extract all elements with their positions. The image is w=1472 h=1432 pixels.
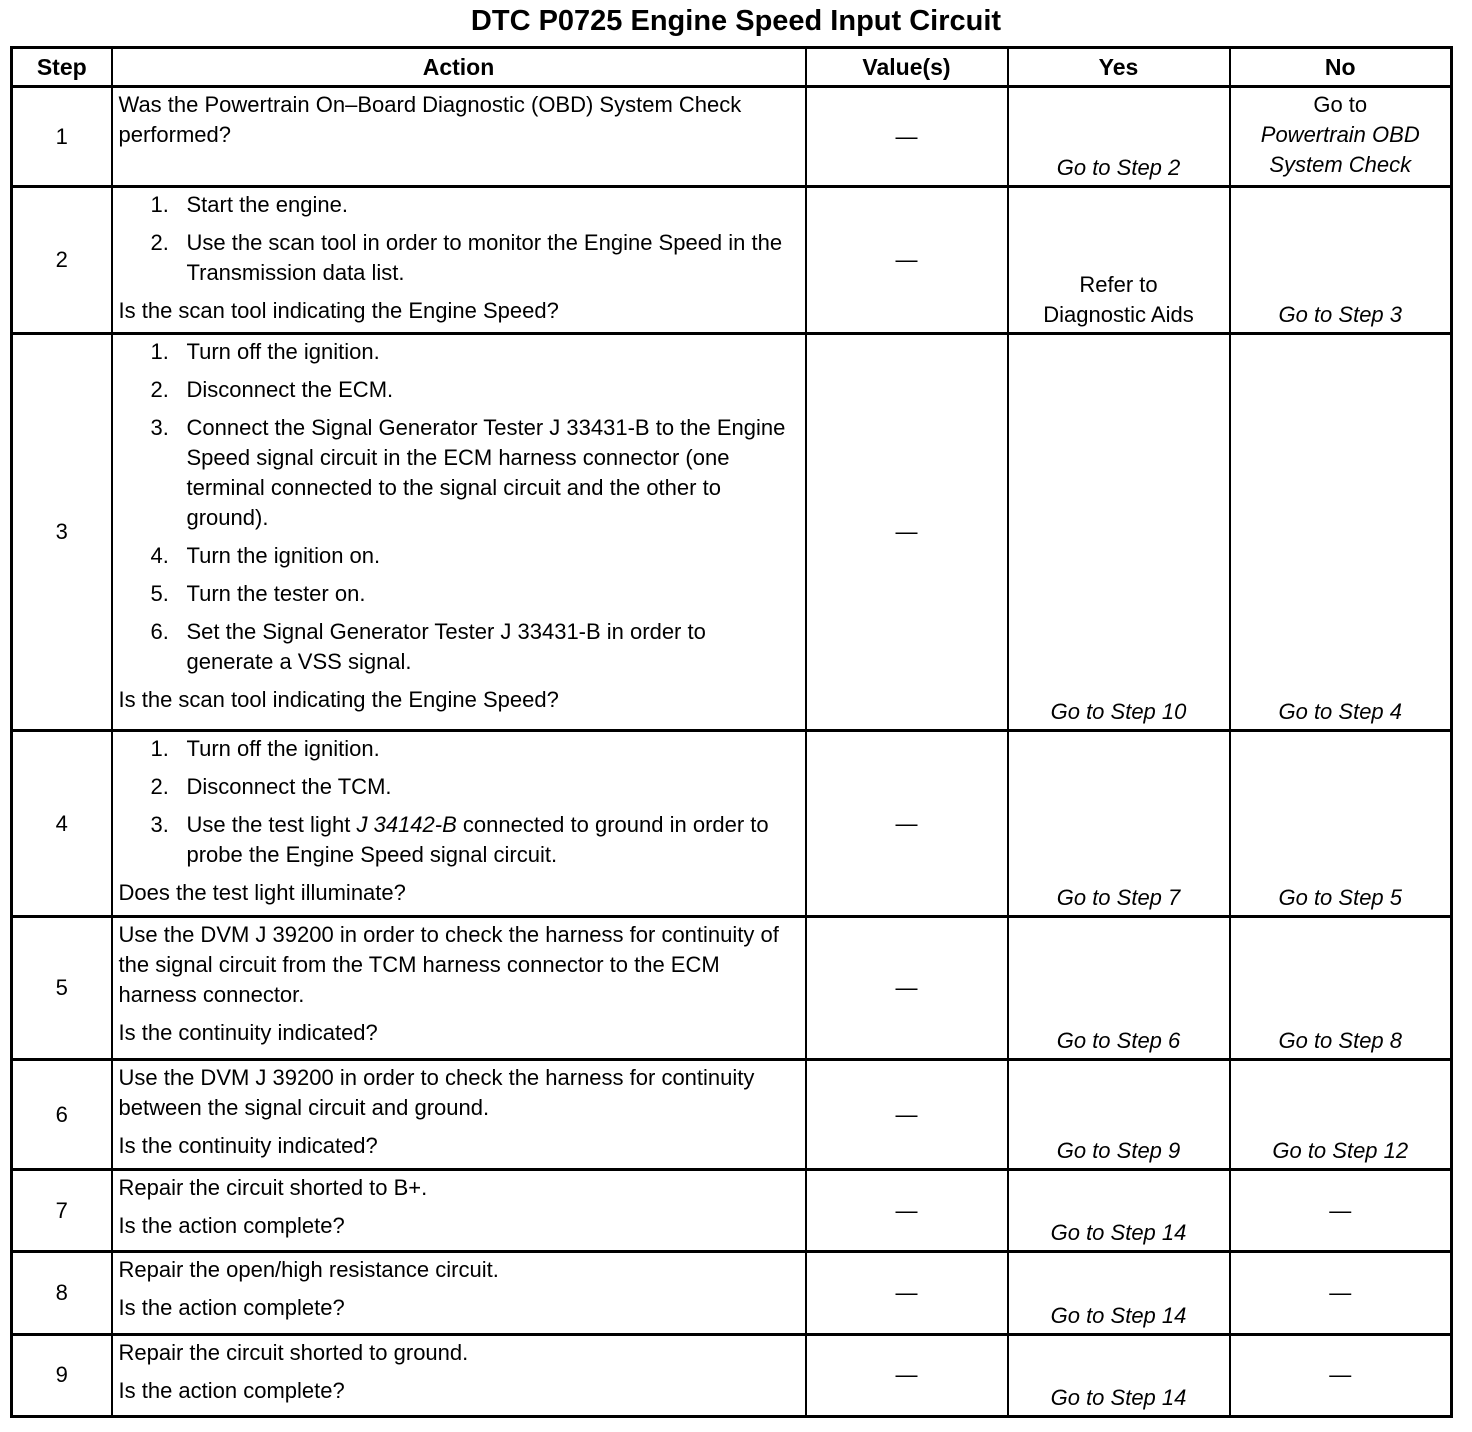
action-question: Does the test light illuminate? xyxy=(118,879,406,905)
yes-cell: Go to Step 6 xyxy=(1008,917,1230,1059)
no-cell: Go to Step 4 xyxy=(1230,333,1452,730)
step-number: 3 xyxy=(12,333,112,730)
yes-cell: Go to Step 14 xyxy=(1008,1334,1230,1416)
header-yes: Yes xyxy=(1008,48,1230,87)
step-number: 8 xyxy=(12,1252,112,1334)
list-item: 6. Set the Signal Generator Tester J 33431-B in order to generate a VSS signal. xyxy=(150,618,706,674)
yes-cell xyxy=(1008,187,1230,333)
no-cell: Go to Step 3 xyxy=(1230,187,1452,333)
action-text: Use the DVM J 39200 in order to check the harness for continuity between the signal circuit and ground. xyxy=(118,1064,755,1120)
list-item: 3. Use the test light J 34142-B connected to ground in order to probe the Engine Speed signal circuit. xyxy=(150,811,769,867)
no-cell: Go to Step 8 xyxy=(1230,917,1452,1059)
action-cell xyxy=(112,187,806,333)
value-cell: — xyxy=(806,1170,1008,1252)
yes-line: Refer to xyxy=(1079,271,1158,297)
action-question: Is the scan tool indicating the Engine Speed? xyxy=(118,298,559,324)
value-cell: — xyxy=(806,730,1008,917)
header-step: Step xyxy=(12,48,112,87)
yes-cell: Go to Step 7 xyxy=(1008,730,1230,917)
no-line: System Check xyxy=(1269,152,1412,177)
table-row xyxy=(12,730,1452,917)
list-item: 3. Connect the Signal Generator Tester J 33431-B to the Engine Speed signal circuit in the ECM harness connector (one terminal connected to the signal circuit and the other to ground). xyxy=(150,414,786,530)
table-row xyxy=(12,1334,1452,1416)
list-item: 5. Turn the tester on. xyxy=(150,580,366,606)
table-row xyxy=(12,1170,1452,1252)
table-row xyxy=(12,333,1452,730)
no-cell: Go to Step 5 xyxy=(1230,730,1452,917)
table-row xyxy=(12,1252,1452,1334)
table-row xyxy=(12,187,1452,333)
action-list xyxy=(119,190,799,288)
header-row xyxy=(12,48,1452,87)
value-cell: — xyxy=(806,87,1008,187)
action-question: Is the action complete? xyxy=(118,1213,345,1239)
no-cell: — xyxy=(1230,1170,1452,1252)
list-item: 1. Start the engine. xyxy=(150,192,348,218)
action-question: Is the continuity indicated? xyxy=(118,1132,378,1158)
table-row xyxy=(12,917,1452,1059)
no-cell: Go to Step 12 xyxy=(1230,1059,1452,1169)
action-question: Is the action complete? xyxy=(118,1295,345,1321)
no-cell: — xyxy=(1230,1252,1452,1334)
action-cell xyxy=(112,333,806,730)
list-item: 4. Turn the ignition on. xyxy=(150,542,381,568)
step-number: 1 xyxy=(12,87,112,187)
action-cell xyxy=(112,1059,806,1169)
yes-cell: Go to Step 14 xyxy=(1008,1252,1230,1334)
list-item: 2. Use the scan tool in order to monitor the Engine Speed in the Transmission data list. xyxy=(150,230,783,286)
action-cell xyxy=(112,1334,806,1416)
tool-reference: J 34142-B xyxy=(356,811,457,837)
action-cell xyxy=(112,730,806,917)
yes-cell: Go to Step 9 xyxy=(1008,1059,1230,1169)
action-question: Is the scan tool indicating the Engine Speed? xyxy=(118,686,559,712)
header-no: No xyxy=(1230,48,1452,87)
value-cell: — xyxy=(806,1059,1008,1169)
action-cell xyxy=(112,1252,806,1334)
no-line: Powertrain OBD xyxy=(1260,122,1420,147)
action-question: Is the action complete? xyxy=(118,1377,345,1403)
step-number: 4 xyxy=(12,730,112,917)
value-cell: — xyxy=(806,917,1008,1059)
yes-line: Diagnostic Aids xyxy=(1043,301,1194,327)
value-cell: — xyxy=(806,187,1008,333)
yes-cell: Go to Step 10 xyxy=(1008,333,1230,730)
diagnostic-table xyxy=(10,46,1453,1418)
value-cell: — xyxy=(806,1334,1008,1416)
yes-cell: Go to Step 14 xyxy=(1008,1170,1230,1252)
value-cell: — xyxy=(806,333,1008,730)
page-title: DTC P0725 Engine Speed Input Circuit xyxy=(470,5,1002,37)
no-cell xyxy=(1230,87,1452,187)
action-text: Repair the open/high resistance circuit. xyxy=(118,1257,499,1283)
step-number: 5 xyxy=(12,917,112,1059)
table-row xyxy=(12,87,1452,187)
table-row xyxy=(12,1059,1452,1169)
no-line: Go to xyxy=(1313,92,1368,117)
action-text: Repair the circuit shorted to B+. xyxy=(118,1175,428,1201)
action-list xyxy=(119,734,799,870)
value-cell: — xyxy=(806,1252,1008,1334)
action-text: Repair the circuit shorted to ground. xyxy=(118,1339,469,1365)
action-text: Use the DVM J 39200 in order to check the harness for continuity of the signal circuit from the TCM harness connector to the ECM harness connector. xyxy=(118,922,779,1008)
step-number: 2 xyxy=(12,187,112,333)
header-action: Action xyxy=(112,48,806,87)
header-values: Value(s) xyxy=(806,48,1008,87)
action-cell xyxy=(112,917,806,1059)
no-cell: — xyxy=(1230,1334,1452,1416)
action-question: Is the continuity indicated? xyxy=(118,1020,378,1046)
list-item: 1. Turn off the ignition. xyxy=(150,338,380,364)
step-number: 9 xyxy=(12,1334,112,1416)
list-item: 1. Turn off the ignition. xyxy=(150,735,380,761)
list-item: 2. Disconnect the ECM. xyxy=(150,376,394,402)
list-item: 2. Disconnect the TCM. xyxy=(150,773,392,799)
step-number: 6 xyxy=(12,1059,112,1169)
action-text: Was the Powertrain On–Board Diagnostic (OBD) System Check performed? xyxy=(118,92,742,147)
action-cell xyxy=(112,87,806,187)
step-number: 7 xyxy=(12,1170,112,1252)
yes-cell: Go to Step 2 xyxy=(1008,87,1230,187)
action-cell xyxy=(112,1170,806,1252)
action-list xyxy=(119,337,799,677)
